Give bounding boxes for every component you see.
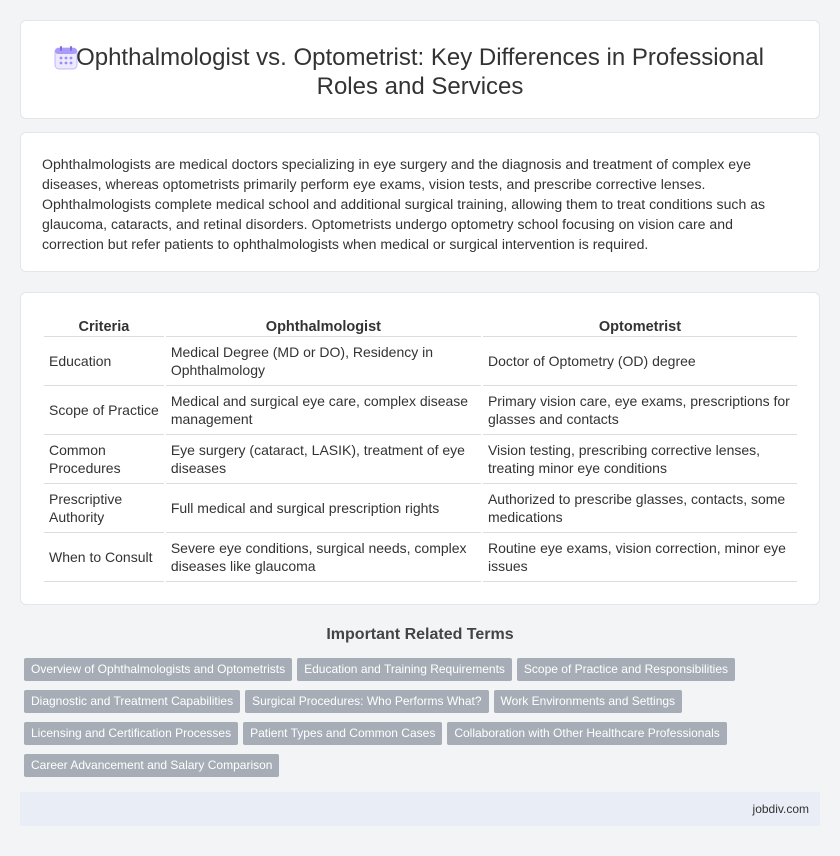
cell-criteria: Prescriptive Authority — [44, 484, 164, 533]
footer — [20, 792, 820, 826]
comparison-table-card — [20, 292, 820, 605]
cell-optometrist: Authorized to prescribe glasses, contacts, some medications — [483, 484, 797, 533]
cell-optometrist: Routine eye exams, vision correction, minor eye issues — [483, 533, 797, 582]
comparison-table — [42, 313, 799, 582]
cell-optometrist: Doctor of Optometry (OD) degree — [483, 337, 797, 386]
related-term-tag[interactable]: Education and Training Requirements — [297, 658, 512, 681]
header-card — [20, 20, 820, 119]
header-criteria: Criteria — [44, 313, 164, 337]
cell-criteria: When to Consult — [44, 533, 164, 582]
related-term-tag[interactable]: Patient Types and Common Cases — [243, 722, 442, 745]
related-term-tag[interactable]: Collaboration with Other Healthcare Professionals — [447, 722, 726, 745]
related-term-tag[interactable]: Work Environments and Settings — [494, 690, 683, 713]
footer-site-link[interactable]: jobdiv.com — [752, 802, 809, 816]
table-row — [44, 484, 797, 533]
cell-optometrist: Vision testing, prescribing corrective lenses, treating minor eye conditions — [483, 435, 797, 484]
page-title: Ophthalmologist vs. Optometrist: Key Differences in Professional Roles and Services — [76, 44, 764, 100]
table-row — [44, 533, 797, 582]
related-term-tag[interactable]: Licensing and Certification Processes — [24, 722, 238, 745]
cell-ophthalmologist: Full medical and surgical prescription rights — [166, 484, 481, 533]
cell-criteria: Scope of Practice — [44, 386, 164, 435]
table-row — [44, 337, 797, 386]
related-term-tag[interactable]: Surgical Procedures: Who Performs What? — [245, 690, 488, 713]
cell-ophthalmologist: Eye surgery (cataract, LASIK), treatment of eye diseases — [166, 435, 481, 484]
table-header-row — [44, 313, 797, 337]
related-term-tag[interactable]: Scope of Practice and Responsibilities — [517, 658, 735, 681]
cell-ophthalmologist: Medical and surgical eye care, complex disease management — [166, 386, 481, 435]
summary-paragraph: Ophthalmologists are medical doctors specializing in eye surgery and the diagnosis and treatment of complex eye diseases, whereas optometrists primarily perform eye exams, vision tests, and prescribe corrective lenses. Ophthalmologists complete medical school and additional surgical training, allowing them to treat conditions such as glaucoma, cataracts, and retinal disorders. Optometrists undergo optometry school focusing on vision care and correction but refer patients to ophthalmologists when medical or surgical intervention is required. — [42, 156, 766, 252]
cell-ophthalmologist: Medical Degree (MD or DO), Residency in Ophthalmology — [166, 337, 481, 386]
related-term-tag[interactable]: Overview of Ophthalmologists and Optometrists — [24, 658, 292, 681]
table-row — [44, 435, 797, 484]
summary-card — [20, 132, 820, 272]
cell-criteria: Education — [44, 337, 164, 386]
table-row — [44, 386, 797, 435]
header-optometrist: Optometrist — [483, 313, 797, 337]
cell-optometrist: Primary vision care, eye exams, prescriptions for glasses and contacts — [483, 386, 797, 435]
related-term-tag[interactable]: Career Advancement and Salary Comparison — [24, 754, 279, 777]
related-term-tag[interactable]: Diagnostic and Treatment Capabilities — [24, 690, 240, 713]
related-terms-title: Important Related Terms — [326, 626, 514, 643]
cell-criteria: Common Procedures — [44, 435, 164, 484]
cell-ophthalmologist: Severe eye conditions, surgical needs, complex diseases like glaucoma — [166, 533, 481, 582]
related-terms-list — [24, 658, 784, 786]
header-ophthalmologist: Ophthalmologist — [166, 313, 481, 337]
